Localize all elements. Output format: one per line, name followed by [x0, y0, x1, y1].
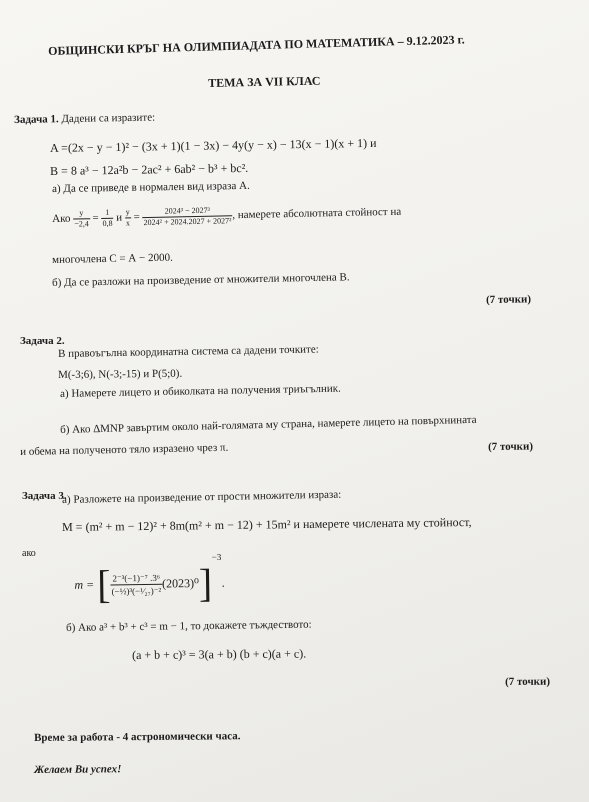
- task1-expr-a: A =(2x − y − 1)² − (3x + 1)(1 − 3x) − 4y(y − x) − 13(x − 1)(x + 1) и: [50, 135, 377, 155]
- exam-subtitle: ТЕМА ЗА VII КЛАС: [208, 73, 321, 90]
- task3-identity: (a + b + c)³ = 3(a + b) (b + c)(a + c).: [132, 646, 307, 662]
- task1-condition: Ако $\frac{y}{-2,4}$ = $\frac{1}{0,8}$ и $\frac{y}{x}$ = $\frac{\text{2024³ − 2027³}}{\text{2024² + 2024.2027 + 2027²}}$ , намерете абсолютната стойност на: [52, 205, 402, 229]
- task2-label: Задача 2.: [20, 335, 65, 347]
- right-bracket: ]: [198, 560, 213, 606]
- task3-m-formula: m = [ $\frac{\text{2⁻³(−1)⁻⁷ .3⁶}}{\text{(−½)³(−¹⁄₂₇)⁻²}}$ (2023)⁰]$^{-3}$.: [74, 551, 225, 607]
- task3-part-a: а) Разложете на произведение от прости множители израза:: [62, 488, 342, 506]
- task3-expr-m: M = (m² + m − 12)² + 8m(m² + m − 12) + 15m² и намерете числената му стойност,: [62, 514, 472, 534]
- task3-label: Задача 3.: [22, 490, 67, 502]
- task1-label: Задача 1.: [14, 113, 59, 126]
- task1-points: (7 точки): [486, 293, 532, 306]
- fraction-y-over-x: $\frac{y}{x}$: [125, 207, 131, 228]
- task2-part-b-line1: б) Ако ΔMNP завъртим около най-голямата му страна, намерете лицето на повърхнината: [60, 413, 477, 436]
- task3-points: (7 точки): [505, 675, 551, 688]
- task3-part-b: б) Ако a³ + b³ + c³ = m − 1, то докажете тъждеството:: [66, 618, 312, 634]
- task1-intro: Дадени са изразите:: [61, 111, 156, 126]
- exam-title: ОБЩИНСКИ КРЪГ НА ОЛИМПИАДАТА ПО МАТЕМАТИКА – 9.12.2023 г.: [48, 32, 465, 58]
- task2-part-b-line2: и обема на полученото тяло изразено чрез π.: [20, 441, 229, 458]
- task1-expr-b: B = 8 a³ − 12a²b − 2ac² + 6ab² − b³ + bc².: [50, 160, 249, 178]
- task2-part-a: а) Намерете лицето и обиколката на получения триъгълник.: [60, 382, 341, 400]
- task2-intro: В правоъгълна координатна система са дадени точките:: [58, 343, 319, 360]
- work-time: Време за работа - 4 астрономически часа.: [34, 730, 241, 744]
- task1-polynomial-c: многочлена С = А − 2000.: [52, 251, 173, 266]
- task2-points-list: M(-3;6), N(-3;-15) и P(5;0).: [58, 367, 183, 381]
- task1-part-a: а) Да се приведе в нормален вид израза А.: [52, 179, 250, 195]
- find-text: , намерете абсолютната стойност на: [232, 205, 402, 222]
- fraction-1-over-0-8: $\frac{1}{0,8}$: [102, 207, 113, 228]
- good-luck-wish: Желаем Ви успех!: [34, 763, 122, 776]
- fraction-y-over-neg-2-4: $\frac{y}{-2,4}$: [74, 208, 89, 229]
- task3-ako: ако: [22, 548, 36, 559]
- m-fraction: $\frac{\text{2⁻³(−1)⁻⁷ .3⁶}}{\text{(−½)³(−¹⁄₂₇)⁻²}}$: [111, 572, 162, 597]
- fraction-cube-difference: $\frac{\text{2024³ − 2027³}}{\text{2024² + 2024.2027 + 2027²}}$: [143, 205, 232, 228]
- task1-part-b: б) Да се разложи на произведение от множители многочлена В.: [52, 271, 350, 289]
- left-bracket: [: [96, 561, 111, 607]
- task2-points: (7 точки): [488, 440, 534, 453]
- if-word: Ако: [52, 212, 71, 226]
